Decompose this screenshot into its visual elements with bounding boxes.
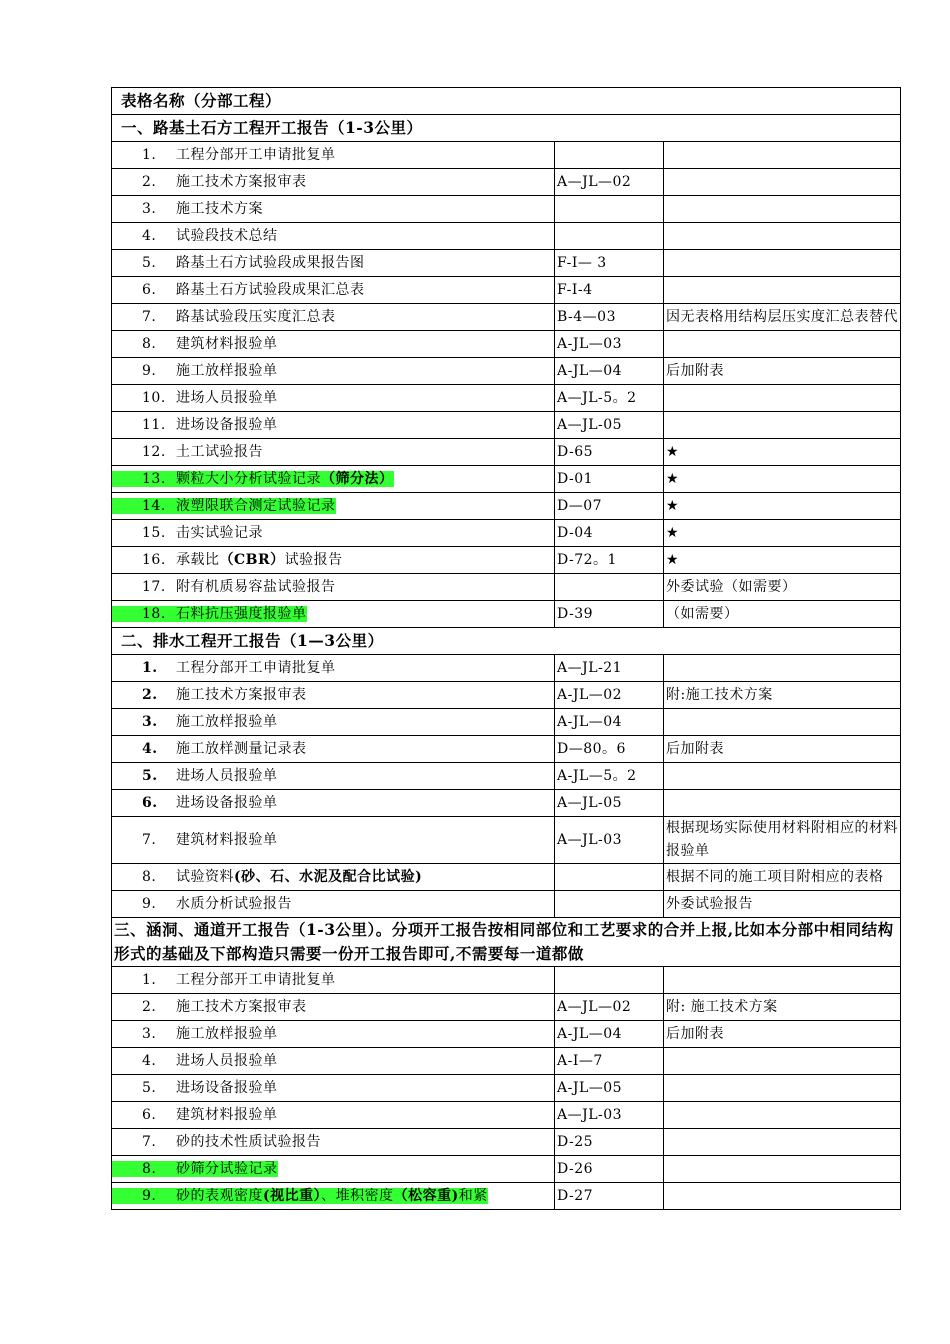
table-row xyxy=(112,547,901,574)
item-text xyxy=(112,174,307,190)
item-text xyxy=(112,687,307,703)
form-code-cell: A—JL-03 xyxy=(555,1102,664,1129)
note-cell xyxy=(664,709,901,736)
item-name: 附有机质易容盐试验报告 xyxy=(176,579,336,595)
item-number: 7. xyxy=(142,1134,157,1150)
item-text xyxy=(112,444,263,460)
item-name: 进场设备报验单 xyxy=(176,417,278,433)
item-name: 水质分析试验报告 xyxy=(176,896,292,912)
note-cell xyxy=(664,331,901,358)
item-cell xyxy=(112,1102,555,1129)
table-row xyxy=(112,412,901,439)
item-number: 5. xyxy=(142,768,158,784)
item-cell xyxy=(112,385,555,412)
table-row xyxy=(112,493,901,520)
item-cell xyxy=(112,1075,555,1102)
item-name: 颗粒大小分析试验记录 xyxy=(176,471,321,487)
note-cell xyxy=(664,385,901,412)
item-number: 5. xyxy=(142,255,157,271)
item-number: 10. xyxy=(142,390,166,406)
item-cell xyxy=(112,994,555,1021)
item-name: 进场设备报验单 xyxy=(176,795,278,811)
section-title: 一、路基土石方工程开工报告（1-3公里） xyxy=(112,115,901,142)
form-code-cell xyxy=(555,223,664,250)
note-cell xyxy=(664,1075,901,1102)
item-cell xyxy=(112,790,555,817)
form-code-cell xyxy=(555,891,664,918)
item-cell xyxy=(112,277,555,304)
note-cell: ★ xyxy=(664,520,901,547)
item-text xyxy=(112,741,307,757)
item-text xyxy=(112,768,278,784)
table-row xyxy=(112,196,901,223)
note-cell xyxy=(664,1048,901,1075)
form-code-cell: A-JL—02 xyxy=(555,682,664,709)
form-code-cell xyxy=(555,967,664,994)
note-cell xyxy=(664,763,901,790)
note-cell: 附:施工技术方案 xyxy=(664,682,901,709)
form-code-cell: F-Ⅰ— 3 xyxy=(555,250,664,277)
form-code-cell: A—JL-03 xyxy=(555,817,664,864)
form-code-cell: A—JL-05 xyxy=(555,412,664,439)
item-text xyxy=(112,336,278,352)
form-code-cell xyxy=(555,142,664,169)
item-name: 击实试验记录 xyxy=(176,525,263,541)
table-row xyxy=(112,250,901,277)
item-name: 进场人员报验单 xyxy=(176,768,278,784)
item-number: 16. xyxy=(142,552,166,568)
item-cell xyxy=(112,601,555,628)
item-number: 4. xyxy=(142,741,158,757)
form-code-cell: D-25 xyxy=(555,1129,664,1156)
note-cell: 后加附表 xyxy=(664,1021,901,1048)
item-cell xyxy=(112,493,555,520)
item-name: 路基土石方试验段成果汇总表 xyxy=(176,282,365,298)
table-row xyxy=(112,1021,901,1048)
form-code-cell: D—07 xyxy=(555,493,664,520)
note-cell xyxy=(664,412,901,439)
item-name: 路基土石方试验段成果报告图 xyxy=(176,255,365,271)
table-row xyxy=(112,466,901,493)
table-row xyxy=(112,655,901,682)
form-code-cell: A-JL—5。2 xyxy=(555,763,664,790)
item-name: 承载比 xyxy=(176,552,220,568)
item-number: 9. xyxy=(142,363,157,379)
item-text xyxy=(112,471,394,487)
item-number: 8. xyxy=(142,869,157,885)
form-code-cell: D-04 xyxy=(555,520,664,547)
table-row xyxy=(112,331,901,358)
item-number: 1. xyxy=(142,147,157,163)
note-cell: 根据现场实际使用材料附相应的材料报验单 xyxy=(664,817,901,864)
form-code-cell xyxy=(555,864,664,891)
note-cell: ★ xyxy=(664,439,901,466)
table-row xyxy=(112,864,901,891)
section-title: 二、排水工程开工报告（1—3公里） xyxy=(112,628,901,655)
item-number: 4. xyxy=(142,228,157,244)
form-code-cell: A—JL—02 xyxy=(555,994,664,1021)
table-row xyxy=(112,169,901,196)
item-name: 施工技术方案报审表 xyxy=(176,999,307,1015)
form-code-cell: A—JL-05 xyxy=(555,790,664,817)
item-cell xyxy=(112,967,555,994)
item-number: 1. xyxy=(142,660,158,676)
item-text xyxy=(112,714,278,730)
item-name: 工程分部开工申请批复单 xyxy=(176,660,336,676)
item-number: 15. xyxy=(142,525,166,541)
item-name: 建筑材料报验单 xyxy=(176,336,278,352)
note-cell xyxy=(664,1156,901,1183)
item-text xyxy=(112,896,292,912)
item-name: 施工放样测量记录表 xyxy=(176,741,307,757)
item-cell xyxy=(112,304,555,331)
item-name-part: （CBR） xyxy=(219,552,285,568)
item-number: 2. xyxy=(142,999,157,1015)
table-row xyxy=(112,223,901,250)
item-cell xyxy=(112,1048,555,1075)
item-number: 3. xyxy=(142,201,157,217)
item-text xyxy=(112,795,278,811)
item-name: 砂的表观密度 xyxy=(176,1188,263,1204)
item-cell xyxy=(112,358,555,385)
form-code-cell: A—JL-5。2 xyxy=(555,385,664,412)
item-number: 12. xyxy=(142,444,166,460)
note-cell: 根据不同的施工项目附相应的表格 xyxy=(664,864,901,891)
item-number: 6. xyxy=(142,1107,157,1123)
note-cell: 外委试验报告 xyxy=(664,891,901,918)
item-cell xyxy=(112,196,555,223)
item-name: 工程分部开工申请批复单 xyxy=(176,147,336,163)
item-cell xyxy=(112,331,555,358)
item-name: 施工技术方案报审表 xyxy=(176,174,307,190)
item-number: 13. xyxy=(142,471,166,487)
item-text xyxy=(112,498,336,514)
item-text xyxy=(112,579,336,595)
item-text xyxy=(112,201,263,217)
item-text xyxy=(112,309,336,325)
item-text xyxy=(112,1080,278,1096)
item-cell xyxy=(112,250,555,277)
item-text xyxy=(112,228,278,244)
item-cell xyxy=(112,1129,555,1156)
table-title: 表格名称（分部工程） xyxy=(112,88,901,115)
item-name-part: 和紧 xyxy=(458,1188,488,1204)
item-cell xyxy=(112,891,555,918)
note-cell: （如需要） xyxy=(664,601,901,628)
section-header-row xyxy=(112,628,901,655)
item-cell xyxy=(112,1183,555,1210)
item-number: 9. xyxy=(142,896,157,912)
note-cell xyxy=(664,1183,901,1210)
item-cell xyxy=(112,709,555,736)
form-code-cell: D-39 xyxy=(555,601,664,628)
note-cell: 附: 施工技术方案 xyxy=(664,994,901,1021)
item-text xyxy=(112,363,278,379)
item-cell xyxy=(112,169,555,196)
table-row xyxy=(112,1075,901,1102)
item-text xyxy=(112,417,278,433)
item-name: 进场人员报验单 xyxy=(176,390,278,406)
note-cell: 后加附表 xyxy=(664,736,901,763)
table-row xyxy=(112,967,901,994)
item-name: 施工技术方案 xyxy=(176,201,263,217)
item-name: 施工放样报验单 xyxy=(176,714,278,730)
table-row xyxy=(112,574,901,601)
item-text xyxy=(112,1026,278,1042)
note-cell: 外委试验（如需要） xyxy=(664,574,901,601)
table-row xyxy=(112,277,901,304)
item-number: 4. xyxy=(142,1053,157,1069)
item-number: 3. xyxy=(142,714,158,730)
item-number: 8. xyxy=(142,1161,157,1177)
item-number: 9. xyxy=(142,1188,157,1204)
table-row xyxy=(112,304,901,331)
form-code-cell: A-JL—03 xyxy=(555,331,664,358)
table-row xyxy=(112,736,901,763)
item-name: 试验资料 xyxy=(176,869,234,885)
form-code-cell: D—80。6 xyxy=(555,736,664,763)
note-cell xyxy=(664,250,901,277)
form-code-cell: A—JL-21 xyxy=(555,655,664,682)
table-row xyxy=(112,520,901,547)
note-cell xyxy=(664,655,901,682)
item-name-part: 、堆积密度 xyxy=(321,1188,394,1204)
item-cell xyxy=(112,864,555,891)
section-title: 三、涵洞、通道开工报告（1-3公里）。分项开工报告按相同部位和工艺要求的合并上报,比如本分部中相同结构形式的基础及下部构造只需要一份开工报告即可,不需要每一道都做 xyxy=(112,918,901,967)
item-text xyxy=(112,525,263,541)
table-row xyxy=(112,763,901,790)
item-text xyxy=(112,282,365,298)
item-text xyxy=(112,1188,488,1204)
note-cell: ★ xyxy=(664,547,901,574)
item-cell xyxy=(112,817,555,864)
form-code-cell: D-01 xyxy=(555,466,664,493)
item-text xyxy=(112,1134,321,1150)
item-number: 6. xyxy=(142,282,157,298)
form-code-cell xyxy=(555,574,664,601)
note-cell xyxy=(664,790,901,817)
table-row xyxy=(112,439,901,466)
form-code-cell: B-4—03 xyxy=(555,304,664,331)
table-row xyxy=(112,601,901,628)
item-name-part: (砂、石、水泥及配合比试验) xyxy=(234,869,423,885)
item-cell xyxy=(112,736,555,763)
item-number: 1. xyxy=(142,972,157,988)
item-cell xyxy=(112,655,555,682)
item-name: 进场人员报验单 xyxy=(176,1053,278,1069)
item-name: 施工放样报验单 xyxy=(176,363,278,379)
item-text xyxy=(112,999,307,1015)
item-name: 试验段技术总结 xyxy=(176,228,278,244)
table-row xyxy=(112,1156,901,1183)
note-cell xyxy=(664,1129,901,1156)
item-name: 建筑材料报验单 xyxy=(176,1107,278,1123)
form-code-cell: A-JL—04 xyxy=(555,1021,664,1048)
item-name-part: 试验报告 xyxy=(284,552,343,568)
item-number: 7. xyxy=(142,832,157,848)
item-cell xyxy=(112,223,555,250)
item-cell xyxy=(112,763,555,790)
item-name: 液塑限联合测定试验记录 xyxy=(176,498,336,514)
form-code-cell: F-Ⅰ-4 xyxy=(555,277,664,304)
item-cell xyxy=(112,574,555,601)
item-text xyxy=(112,972,336,988)
item-cell xyxy=(112,142,555,169)
item-cell xyxy=(112,412,555,439)
item-number: 18. xyxy=(142,606,166,622)
note-cell xyxy=(664,223,901,250)
item-name: 砂筛分试验记录 xyxy=(176,1161,278,1177)
form-code-cell: D-72。1 xyxy=(555,547,664,574)
section-header-row xyxy=(112,918,901,967)
table-title-row xyxy=(112,88,901,115)
note-cell: ★ xyxy=(664,466,901,493)
note-cell: 因无表格用结构层压实度汇总表替代 xyxy=(664,304,901,331)
note-cell xyxy=(664,277,901,304)
item-number: 11. xyxy=(142,417,166,433)
table-row xyxy=(112,1102,901,1129)
item-number: 6. xyxy=(142,795,158,811)
table-row xyxy=(112,358,901,385)
note-cell xyxy=(664,142,901,169)
form-code-cell xyxy=(555,196,664,223)
item-name: 施工技术方案报审表 xyxy=(176,687,307,703)
form-code-cell: A-Ⅰ—7 xyxy=(555,1048,664,1075)
note-cell xyxy=(664,1102,901,1129)
item-text xyxy=(112,390,278,406)
form-code-cell: A-JL—05 xyxy=(555,1075,664,1102)
note-cell xyxy=(664,169,901,196)
table-row xyxy=(112,790,901,817)
item-text xyxy=(112,552,343,568)
item-text xyxy=(112,660,336,676)
item-number: 5. xyxy=(142,1080,157,1096)
item-cell xyxy=(112,520,555,547)
item-name-part: （松容重) xyxy=(393,1188,459,1204)
item-number: 8. xyxy=(142,336,157,352)
item-text xyxy=(112,1107,278,1123)
item-cell xyxy=(112,547,555,574)
form-code-cell: D-26 xyxy=(555,1156,664,1183)
item-cell xyxy=(112,466,555,493)
form-code-cell: A—JL—02 xyxy=(555,169,664,196)
item-text xyxy=(112,606,307,622)
item-text xyxy=(112,869,422,885)
document-table xyxy=(111,87,901,1210)
item-name: 进场设备报验单 xyxy=(176,1080,278,1096)
item-name: 石料抗压强度报验单 xyxy=(176,606,307,622)
item-number: 17. xyxy=(142,579,166,595)
table-row xyxy=(112,142,901,169)
item-name-part: (视比重） xyxy=(263,1188,322,1204)
form-code-cell: A-JL—04 xyxy=(555,709,664,736)
item-text xyxy=(112,255,365,271)
item-number: 2. xyxy=(142,174,157,190)
item-text xyxy=(112,147,336,163)
table-row xyxy=(112,709,901,736)
section-header-row xyxy=(112,115,901,142)
table-row xyxy=(112,1048,901,1075)
form-code-cell: D-65 xyxy=(555,439,664,466)
table-row xyxy=(112,994,901,1021)
table-row xyxy=(112,385,901,412)
item-name: 施工放样报验单 xyxy=(176,1026,278,1042)
item-name: 路基试验段压实度汇总表 xyxy=(176,309,336,325)
note-cell: ★ xyxy=(664,493,901,520)
note-cell xyxy=(664,967,901,994)
note-cell: 后加附表 xyxy=(664,358,901,385)
table-row xyxy=(112,1129,901,1156)
item-name: 土工试验报告 xyxy=(176,444,263,460)
item-name: 工程分部开工申请批复单 xyxy=(176,972,336,988)
table-row xyxy=(112,891,901,918)
item-number: 3. xyxy=(142,1026,157,1042)
item-cell xyxy=(112,1021,555,1048)
form-code-cell: A-JL—04 xyxy=(555,358,664,385)
form-code-cell: D-27 xyxy=(555,1183,664,1210)
item-text xyxy=(112,1053,278,1069)
item-cell xyxy=(112,682,555,709)
table-row xyxy=(112,1183,901,1210)
item-text xyxy=(112,1161,278,1177)
item-number: 2. xyxy=(142,687,158,703)
note-cell xyxy=(664,196,901,223)
table-row xyxy=(112,682,901,709)
item-number: 14. xyxy=(142,498,166,514)
item-number: 7. xyxy=(142,309,157,325)
table-row xyxy=(112,817,901,864)
item-name: 砂的技术性质试验报告 xyxy=(176,1134,321,1150)
item-name-part: （筛分法） xyxy=(321,471,394,487)
item-cell xyxy=(112,439,555,466)
item-cell xyxy=(112,1156,555,1183)
item-name: 建筑材料报验单 xyxy=(176,832,278,848)
item-text xyxy=(112,832,278,848)
